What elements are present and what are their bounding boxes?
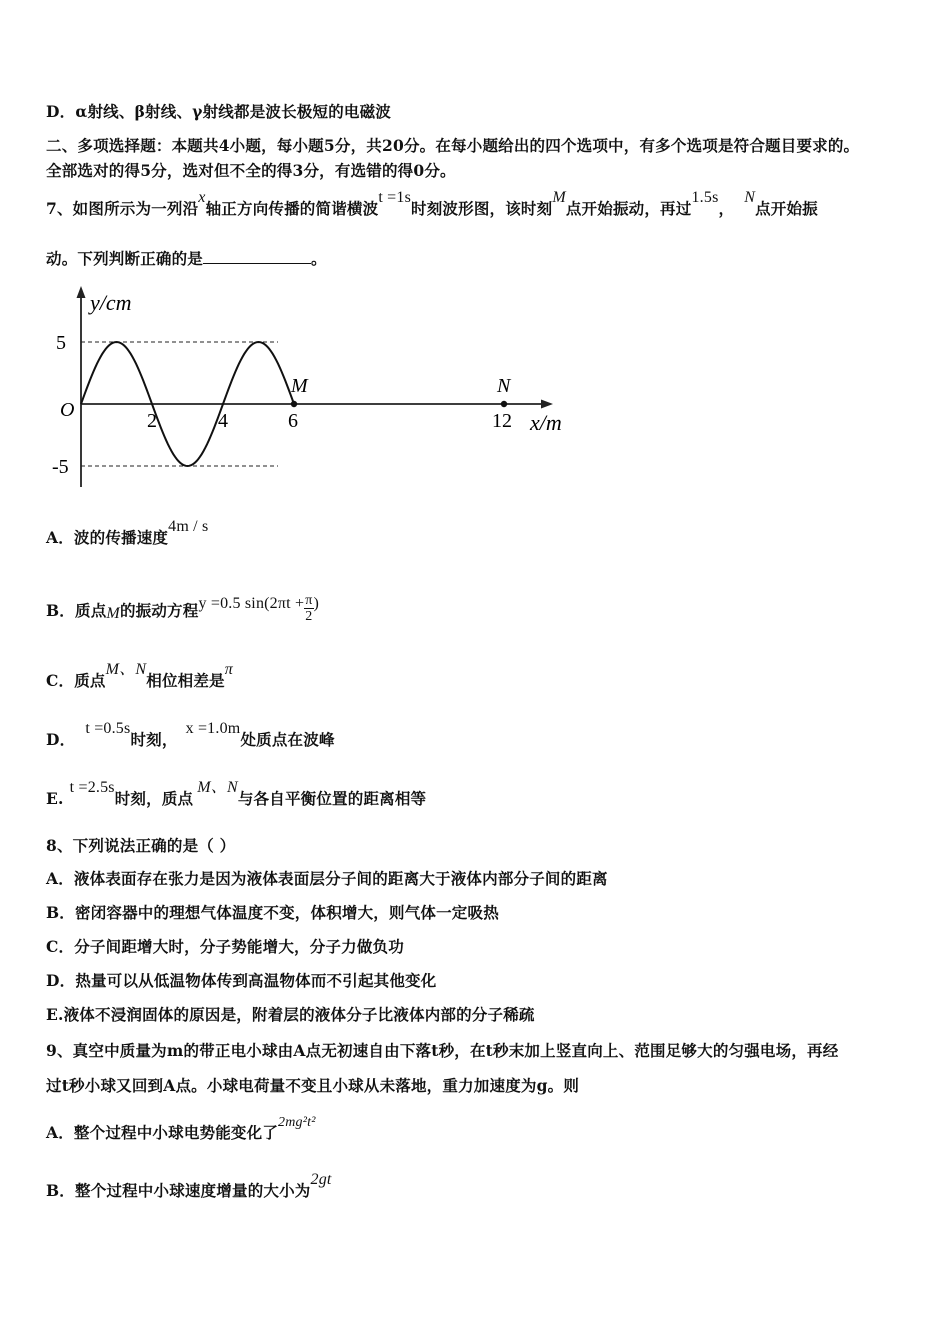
- q7-option-d-mid: 时刻，: [130, 730, 178, 749]
- q9-option-a-math: 2mg²t²: [278, 1115, 316, 1130]
- q8-option-a: A．液体表面存在张力是因为液体表面层分子间的距离大于液体内部分子间的距离: [46, 869, 608, 888]
- q7-math-t: t =1s: [378, 189, 412, 206]
- question-8-stem: 8、下列说法正确的是（ ）: [46, 836, 236, 855]
- question-7-stem-line-2: [46, 248, 327, 270]
- q7-option-b: [46, 593, 320, 628]
- q7-math-x: x: [198, 189, 206, 206]
- q7-option-e-mn: M、N: [197, 779, 238, 796]
- q7-option-d-label: D．: [46, 730, 76, 749]
- q8-option-c: C．分子间距增大时，分子势能增大，分子力做负功: [46, 937, 404, 956]
- wave-figure: [46, 282, 586, 497]
- section-header-line-2: 全部选对的得5分，选对但不全的得3分，有选错的得0分。: [46, 161, 456, 180]
- q7-line2-end: 。: [311, 249, 327, 268]
- question-9-stem-line-1: 9、真空中质量为m的带正电小球由A点无初速自由下落t秒，在t秒末加上竖直向上、范围足够大的匀强电场，再经: [46, 1041, 839, 1060]
- q8-option-d: D．热量可以从低温物体传到高温物体而不引起其他变化: [46, 971, 437, 990]
- q7-option-e: [46, 779, 427, 811]
- y-tick-5: 5: [56, 332, 66, 354]
- x-tick-4: 4: [218, 410, 228, 432]
- q7-option-c-mid: 相位相差是: [146, 671, 225, 690]
- origin-label: O: [60, 399, 75, 421]
- q7-option-a: [46, 518, 209, 550]
- point-m-label: M: [291, 375, 308, 397]
- q7-math-n: N: [744, 189, 756, 206]
- q9-option-a: [46, 1115, 316, 1146]
- x-tick-2: 2: [147, 410, 157, 432]
- point-n-label: N: [497, 375, 511, 397]
- q7-option-c-pi: π: [224, 661, 233, 678]
- q9-option-b-math: 2gt: [310, 1171, 332, 1188]
- q7-math-dt: 1.5s: [691, 189, 719, 206]
- q9-option-b-label: B．整个过程中小球速度增量的大小为: [46, 1181, 311, 1200]
- q7-text-2: 轴正方向传播的简谐横波: [205, 199, 379, 218]
- q9-option-b: [46, 1171, 332, 1203]
- q9-option-a-label: A．整个过程中小球电势能变化了: [46, 1123, 279, 1142]
- question-7-stem-line-1: [46, 189, 818, 221]
- q7-option-d-x: x =1.0m: [185, 720, 241, 737]
- q7-option-a-label: A．波的传播速度: [46, 528, 169, 547]
- x-tick-12: 12: [492, 410, 512, 432]
- q7-option-d-t: t =0.5s: [85, 720, 131, 737]
- q7-text-1: 7、如图所示为一列沿: [46, 199, 199, 218]
- q7-option-c-mn: M、N: [105, 661, 147, 678]
- point-n-dot: [501, 401, 507, 407]
- q7-math-m: M: [552, 189, 566, 206]
- x-axis-label: x/m: [530, 410, 562, 435]
- q8-option-b: B．密闭容器中的理想气体温度不变，体积增大，则气体一定吸热: [46, 903, 499, 922]
- q7-text-4: 点开始振动，再过: [565, 199, 692, 218]
- q7-option-b-mid: 的振动方程: [119, 601, 199, 621]
- q7-option-c-label: C．质点: [46, 671, 106, 690]
- q7-option-b-equation: y =0.5 sin(2πt + $\frac{\pi}{2}$ ): [198, 593, 320, 624]
- q7-text-6: 点开始振: [755, 199, 818, 218]
- q8-option-e: E.液体不浸润固体的原因是，附着层的液体分子比液体内部的分子稀疏: [46, 1005, 535, 1024]
- q7-line2-text: 动。下列判断正确的是: [46, 249, 204, 268]
- x-axis-arrow: [541, 400, 553, 409]
- q7-text-3: 时刻波形图，该时刻: [411, 199, 553, 218]
- section-header-line-1: 二、多项选择题：本题共4小题，每小题5分，共20分。在每小题给出的四个选项中，有多个选项是符合题目要求的。: [46, 136, 860, 155]
- answer-blank: [203, 249, 311, 264]
- q7-text-5: ，: [718, 199, 735, 218]
- y-axis-label: y/cm: [90, 290, 132, 315]
- y-axis-arrow: [77, 286, 86, 298]
- point-m-dot: [291, 401, 297, 407]
- q7-option-d: [46, 720, 335, 752]
- q7-option-c: [46, 661, 233, 693]
- q7-option-e-mid: 时刻，质点: [114, 789, 194, 808]
- q7-option-d-end: 处质点在波峰: [240, 730, 335, 749]
- q7-option-e-end: 与各自平衡位置的距离相等: [237, 789, 427, 808]
- q7-option-b-m: M: [106, 605, 120, 623]
- x-tick-6: 6: [288, 410, 298, 432]
- q7-option-a-math: 4m / s: [168, 518, 209, 535]
- y-tick-neg5: -5: [52, 456, 69, 478]
- q7-option-b-label: B．质点: [46, 601, 107, 621]
- q7-option-e-t: t =2.5s: [69, 779, 115, 796]
- fraction-pi-over-2: $\frac{\pi}{2}$: [305, 593, 313, 624]
- question-6-option-d: D．α射线、β射线、γ射线都是波长极短的电磁波: [46, 102, 391, 121]
- q7-option-e-label: E.: [46, 789, 64, 808]
- question-9-stem-line-2: 过t秒小球又回到A点。小球电荷量不变且小球从未落地，重力加速度为g。则: [46, 1076, 580, 1095]
